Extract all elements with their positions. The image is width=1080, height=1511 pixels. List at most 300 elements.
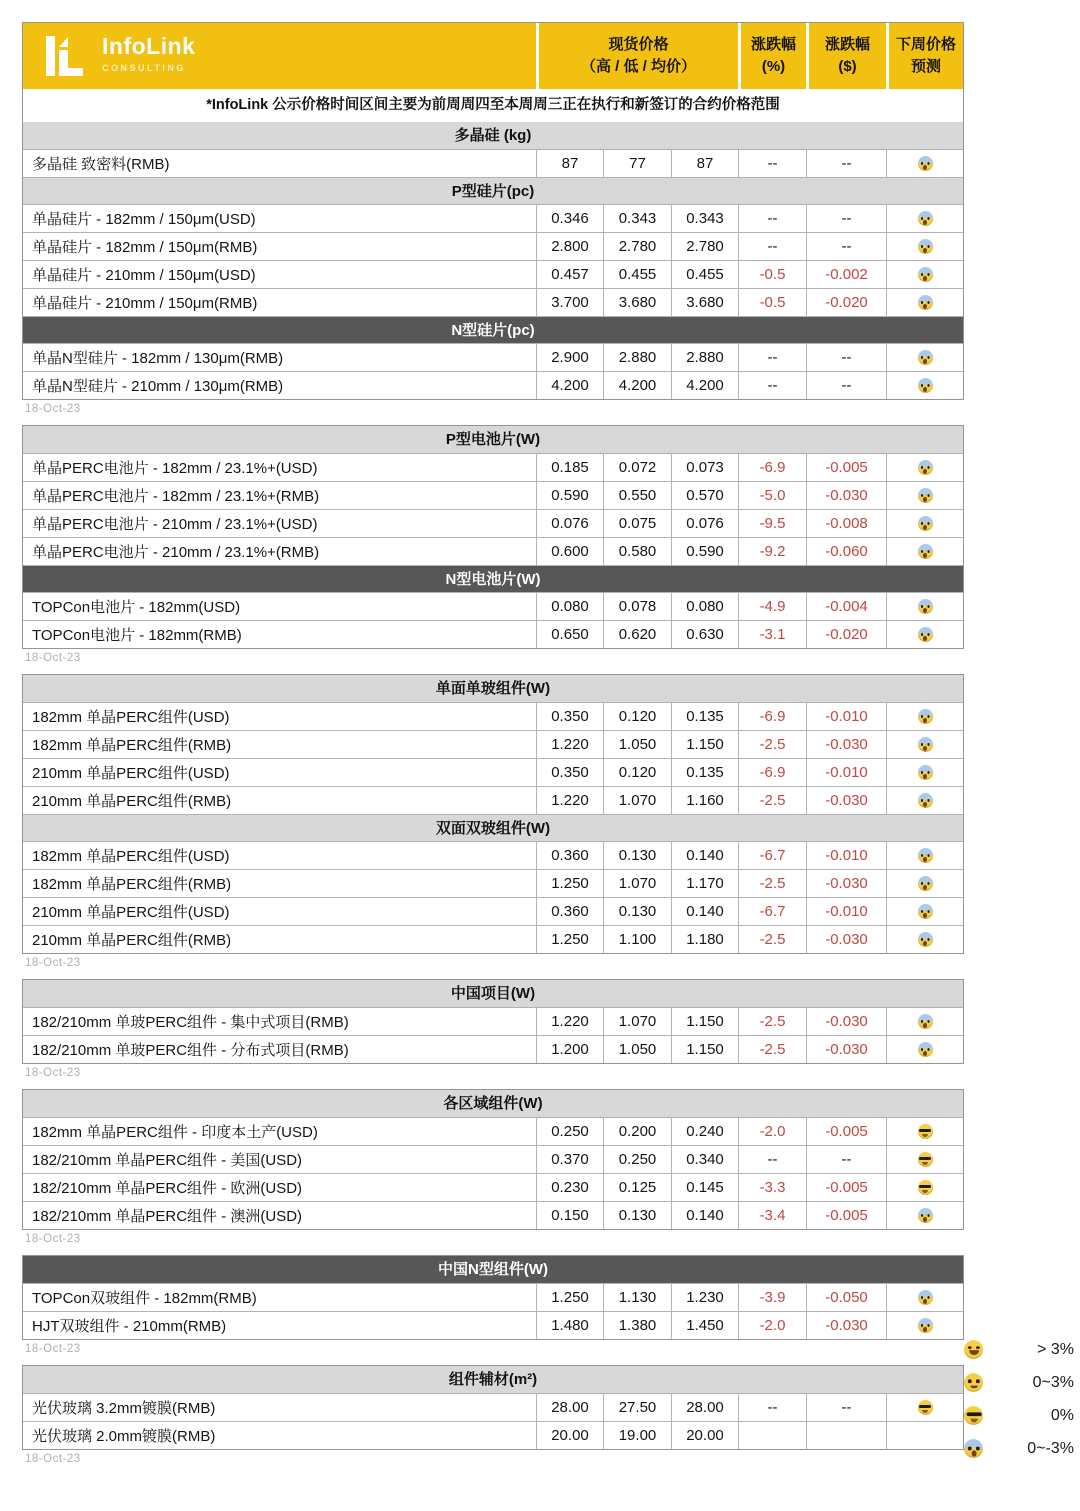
high-price-cell: 0.600: [536, 537, 603, 565]
data-row: [23, 149, 963, 177]
forecast-cell: [886, 204, 963, 232]
forecast-cell: [886, 592, 963, 620]
screaming-face-icon: [918, 737, 933, 752]
high-price-cell: 0.457: [536, 260, 603, 288]
high-price-cell: 0.350: [536, 758, 603, 786]
data-row: [23, 1117, 963, 1145]
white-overlay-patch: [764, 1468, 989, 1511]
forecast-cell: [886, 841, 963, 869]
screaming-face-icon: [918, 1318, 933, 1333]
cool-face-icon: [918, 1180, 933, 1195]
product-label-cell: 单晶PERC电池片 - 182mm / 23.1%+(RMB): [23, 481, 536, 509]
usd-change-cell: -0.030: [806, 869, 886, 897]
screaming-face-icon: [918, 516, 933, 531]
high-price-cell: 0.076: [536, 509, 603, 537]
data-row: [23, 1201, 963, 1229]
avg-price-cell: 0.073: [671, 453, 738, 481]
high-price-cell: 1.250: [536, 1283, 603, 1311]
screaming-face-icon: [918, 876, 933, 891]
pct-change-cell: -2.5: [738, 1035, 806, 1063]
forecast-cell: [886, 1311, 963, 1339]
price-block: [22, 425, 964, 649]
avg-price-cell: 3.680: [671, 288, 738, 316]
screaming-face-icon: [918, 848, 933, 863]
low-price-cell: 19.00: [603, 1421, 671, 1449]
usd-change-cell: -0.002: [806, 260, 886, 288]
usd-change-cell: -0.010: [806, 758, 886, 786]
pct-change-cell: -3.4: [738, 1201, 806, 1229]
low-price-cell: 0.130: [603, 897, 671, 925]
section-header: 中国N型组件(W): [23, 1256, 963, 1283]
date-label: 18-Oct-23: [25, 652, 81, 664]
high-price-cell: 0.360: [536, 841, 603, 869]
product-label-cell: TOPCon电池片 - 182mm(RMB): [23, 620, 536, 648]
high-price-cell: 0.150: [536, 1201, 603, 1229]
high-price-cell: 0.350: [536, 702, 603, 730]
brand-subtitle: CONSULTING: [102, 63, 186, 74]
low-price-cell: 1.070: [603, 786, 671, 814]
column-header-spot-price: [536, 23, 738, 89]
avg-price-cell: 0.455: [671, 260, 738, 288]
high-price-cell: 0.080: [536, 592, 603, 620]
low-price-cell: 4.200: [603, 371, 671, 399]
forecast-cell: [886, 1173, 963, 1201]
screaming-face-icon: [918, 488, 933, 503]
usd-change-cell: -0.004: [806, 592, 886, 620]
avg-price-cell: 1.180: [671, 925, 738, 953]
screaming-face-icon: [918, 211, 933, 226]
pct-change-cell: -3.1: [738, 620, 806, 648]
pct-change-cell: --: [738, 149, 806, 177]
low-price-cell: 1.100: [603, 925, 671, 953]
pct-change-cell: -3.9: [738, 1283, 806, 1311]
high-price-cell: 4.200: [536, 371, 603, 399]
avg-price-cell: 2.780: [671, 232, 738, 260]
legend-label: 0~-3%: [1027, 1439, 1074, 1457]
price-block: [22, 122, 964, 400]
pct-change-cell: -9.2: [738, 537, 806, 565]
product-label-cell: 182mm 单晶PERC组件(USD): [23, 702, 536, 730]
forecast-cell: [886, 1421, 963, 1449]
legend-label: 0%: [1050, 1406, 1074, 1424]
usd-change-cell: --: [806, 1393, 886, 1421]
product-label-cell: 182mm 单晶PERC组件(RMB): [23, 869, 536, 897]
forecast-cell: [886, 786, 963, 814]
data-row: [23, 509, 963, 537]
data-row: [23, 232, 963, 260]
section-header: 各区域组件(W): [23, 1090, 963, 1117]
data-row: [23, 730, 963, 758]
forecast-cell: [886, 1283, 963, 1311]
price-period-note: *InfoLink 公示价格时间区间主要为前周周四至本周周三正在执行和新签订的合约价格范围: [23, 89, 963, 122]
low-price-cell: 0.130: [603, 841, 671, 869]
high-price-cell: 1.220: [536, 786, 603, 814]
low-price-cell: 27.50: [603, 1393, 671, 1421]
data-row: [23, 537, 963, 565]
pct-change-cell: -6.9: [738, 453, 806, 481]
low-price-cell: 0.075: [603, 509, 671, 537]
low-price-cell: 0.250: [603, 1145, 671, 1173]
pct-change-cell: -2.0: [738, 1311, 806, 1339]
legend-item: [963, 1432, 1077, 1465]
forecast-cell: [886, 925, 963, 953]
section-header: 中国项目(W): [23, 980, 963, 1007]
data-row: [23, 1035, 963, 1063]
data-row: [23, 288, 963, 316]
product-label-cell: 光伏玻璃 2.0mm镀膜(RMB): [23, 1421, 536, 1449]
product-label-cell: 210mm 单晶PERC组件(RMB): [23, 786, 536, 814]
low-price-cell: 2.880: [603, 343, 671, 371]
usd-change-cell: -0.030: [806, 481, 886, 509]
high-price-cell: 0.360: [536, 897, 603, 925]
data-row: [23, 620, 963, 648]
usd-change-cell: -0.030: [806, 1007, 886, 1035]
column-header-change-usd: [806, 23, 886, 89]
screaming-face-icon: [918, 295, 933, 310]
brand-name: InfoLink: [102, 33, 196, 59]
legend-item: [963, 1399, 1077, 1432]
forecast-cell: [886, 481, 963, 509]
avg-price-cell: 0.140: [671, 841, 738, 869]
high-price-cell: 3.700: [536, 288, 603, 316]
legend-label: > 3%: [1037, 1340, 1074, 1358]
avg-price-cell: 1.150: [671, 1035, 738, 1063]
product-label-cell: 单晶PERC电池片 - 210mm / 23.1%+(USD): [23, 509, 536, 537]
screaming-face-icon: [918, 709, 933, 724]
data-row: [23, 1421, 963, 1449]
data-row: [23, 453, 963, 481]
data-row: [23, 592, 963, 620]
screaming-face-icon: [918, 1290, 933, 1305]
screaming-face-icon: [964, 1439, 983, 1458]
section-header: N型硅片(pc): [23, 316, 963, 343]
data-row: [23, 925, 963, 953]
legend-item: [963, 1333, 1077, 1366]
cool-face-icon: [918, 1400, 933, 1415]
usd-change-cell: -0.010: [806, 897, 886, 925]
avg-price-cell: 0.240: [671, 1117, 738, 1145]
product-label-cell: 单晶硅片 - 210mm / 150μm(USD): [23, 260, 536, 288]
data-row: [23, 841, 963, 869]
usd-change-cell: --: [806, 204, 886, 232]
data-row: [23, 343, 963, 371]
high-price-cell: 1.250: [536, 925, 603, 953]
data-row: [23, 1283, 963, 1311]
usd-change-cell: -0.030: [806, 786, 886, 814]
price-blocks-container: [22, 122, 964, 1467]
product-label-cell: TOPCon电池片 - 182mm(USD): [23, 592, 536, 620]
pct-change-cell: -2.5: [738, 730, 806, 758]
screaming-face-icon: [918, 1208, 933, 1223]
cool-face-icon: [918, 1124, 933, 1139]
pct-change-cell: --: [738, 1145, 806, 1173]
avg-price-cell: 1.150: [671, 730, 738, 758]
forecast-legend: [963, 1333, 1077, 1465]
high-price-cell: 0.590: [536, 481, 603, 509]
avg-price-cell: 0.135: [671, 758, 738, 786]
avg-price-cell: 0.140: [671, 897, 738, 925]
forecast-cell: [886, 149, 963, 177]
data-row: [23, 1393, 963, 1421]
cool-face-icon: [964, 1406, 983, 1425]
product-label-cell: 210mm 单晶PERC组件(RMB): [23, 925, 536, 953]
product-label-cell: 182mm 单晶PERC组件 - 印度本土产(USD): [23, 1117, 536, 1145]
usd-change-cell: -0.060: [806, 537, 886, 565]
data-row: [23, 786, 963, 814]
forecast-cell: [886, 453, 963, 481]
section-header: 多晶硅 (kg): [23, 122, 963, 149]
usd-change-cell: -0.030: [806, 730, 886, 758]
low-price-cell: 1.050: [603, 730, 671, 758]
usd-change-cell: -0.030: [806, 1035, 886, 1063]
product-label-cell: 单晶PERC电池片 - 182mm / 23.1%+(USD): [23, 453, 536, 481]
forecast-subtitle: 预测: [910, 58, 941, 75]
high-price-cell: 1.220: [536, 730, 603, 758]
date-label: 18-Oct-23: [25, 1233, 81, 1245]
pct-change-cell: -5.0: [738, 481, 806, 509]
usd-change-cell: --: [806, 371, 886, 399]
high-price-cell: 28.00: [536, 1393, 603, 1421]
usd-change-cell: --: [806, 149, 886, 177]
forecast-cell: [886, 897, 963, 925]
low-price-cell: 2.780: [603, 232, 671, 260]
avg-price-cell: 87: [671, 149, 738, 177]
pct-change-cell: --: [738, 1393, 806, 1421]
usd-change-cell: -0.030: [806, 1311, 886, 1339]
section-header: P型硅片(pc): [23, 177, 963, 204]
avg-price-cell: 28.00: [671, 1393, 738, 1421]
pct-change-cell: -6.7: [738, 841, 806, 869]
spot-price-title: 现货价格: [608, 36, 669, 54]
date-label: 18-Oct-23: [25, 1343, 81, 1355]
section-header: 双面双玻组件(W): [23, 814, 963, 841]
data-row: [23, 897, 963, 925]
product-label-cell: 单晶N型硅片 - 210mm / 130μm(RMB): [23, 371, 536, 399]
pct-change-cell: -3.3: [738, 1173, 806, 1201]
screaming-face-icon: [918, 378, 933, 393]
low-price-cell: 3.680: [603, 288, 671, 316]
data-row: [23, 481, 963, 509]
pct-change-cell: -0.5: [738, 288, 806, 316]
usd-change-cell: [806, 1421, 886, 1449]
usd-change-cell: -0.010: [806, 841, 886, 869]
low-price-cell: 0.130: [603, 1201, 671, 1229]
pct-change-cell: -0.5: [738, 260, 806, 288]
avg-price-cell: 0.145: [671, 1173, 738, 1201]
high-price-cell: 2.900: [536, 343, 603, 371]
pct-change-cell: -2.5: [738, 925, 806, 953]
price-block: [22, 674, 964, 954]
logo-cell: [23, 23, 536, 89]
screaming-face-icon: [918, 267, 933, 282]
pct-change-cell: -9.5: [738, 509, 806, 537]
product-label-cell: 210mm 单晶PERC组件(USD): [23, 897, 536, 925]
high-price-cell: 1.220: [536, 1007, 603, 1035]
data-row: [23, 1311, 963, 1339]
high-price-cell: 87: [536, 149, 603, 177]
low-price-cell: 1.070: [603, 1007, 671, 1035]
pct-change-cell: -6.9: [738, 758, 806, 786]
usd-change-cell: --: [806, 343, 886, 371]
product-label-cell: 182/210mm 单晶PERC组件 - 欧洲(USD): [23, 1173, 536, 1201]
section-header: N型电池片(W): [23, 565, 963, 592]
data-row: [23, 1145, 963, 1173]
logo-texts: [102, 34, 195, 75]
low-price-cell: 0.078: [603, 592, 671, 620]
product-label-cell: HJT双玻组件 - 210mm(RMB): [23, 1311, 536, 1339]
product-label-cell: 182/210mm 单玻PERC组件 - 分布式项目(RMB): [23, 1035, 536, 1063]
grin-face-icon: [964, 1340, 983, 1359]
data-row: [23, 758, 963, 786]
cool-face-icon: [918, 1152, 933, 1167]
price-block: [22, 1365, 964, 1450]
avg-price-cell: 0.080: [671, 592, 738, 620]
usd-change-cell: -0.005: [806, 1117, 886, 1145]
price-block: [22, 1089, 964, 1230]
screaming-face-icon: [918, 932, 933, 947]
change-pct-subtitle: (%): [761, 58, 786, 75]
screaming-face-icon: [918, 599, 933, 614]
date-label: 18-Oct-23: [25, 403, 81, 415]
low-price-cell: 0.072: [603, 453, 671, 481]
usd-change-cell: -0.030: [806, 925, 886, 953]
change-usd-title: 涨跌幅: [824, 36, 870, 54]
date-label: 18-Oct-23: [25, 957, 81, 969]
low-price-cell: 0.580: [603, 537, 671, 565]
high-price-cell: 1.250: [536, 869, 603, 897]
section-header: 单面单玻组件(W): [23, 675, 963, 702]
pct-change-cell: --: [738, 204, 806, 232]
low-price-cell: 77: [603, 149, 671, 177]
product-label-cell: 182mm 单晶PERC组件(USD): [23, 841, 536, 869]
screaming-face-icon: [918, 793, 933, 808]
low-price-cell: 1.380: [603, 1311, 671, 1339]
low-price-cell: 1.130: [603, 1283, 671, 1311]
price-block: [22, 1255, 964, 1340]
screaming-face-icon: [918, 156, 933, 171]
low-price-cell: 0.620: [603, 620, 671, 648]
product-label-cell: 182/210mm 单晶PERC组件 - 美国(USD): [23, 1145, 536, 1173]
high-price-cell: 2.800: [536, 232, 603, 260]
product-label-cell: 单晶PERC电池片 - 210mm / 23.1%+(RMB): [23, 537, 536, 565]
forecast-title: 下周价格: [895, 36, 956, 54]
forecast-cell: [886, 288, 963, 316]
product-label-cell: 182/210mm 单玻PERC组件 - 集中式项目(RMB): [23, 1007, 536, 1035]
high-price-cell: 0.650: [536, 620, 603, 648]
column-header-forecast: [886, 23, 963, 89]
usd-change-cell: -0.010: [806, 702, 886, 730]
usd-change-cell: -0.005: [806, 1201, 886, 1229]
table-header: [22, 22, 964, 122]
high-price-cell: 0.185: [536, 453, 603, 481]
forecast-cell: [886, 232, 963, 260]
usd-change-cell: -0.005: [806, 453, 886, 481]
forecast-cell: [886, 702, 963, 730]
legend-item: [963, 1366, 1077, 1399]
forecast-cell: [886, 1007, 963, 1035]
change-usd-subtitle: ($): [838, 58, 857, 75]
change-pct-title: 涨跌幅: [750, 36, 796, 54]
column-header-change-pct: [738, 23, 806, 89]
pct-change-cell: -6.9: [738, 702, 806, 730]
product-label-cell: 单晶N型硅片 - 182mm / 130μm(RMB): [23, 343, 536, 371]
section-header: 组件辅材(m²): [23, 1366, 963, 1393]
avg-price-cell: 0.140: [671, 1201, 738, 1229]
pct-change-cell: --: [738, 371, 806, 399]
pct-change-cell: --: [738, 343, 806, 371]
low-price-cell: 0.550: [603, 481, 671, 509]
usd-change-cell: --: [806, 1145, 886, 1173]
high-price-cell: 1.200: [536, 1035, 603, 1063]
high-price-cell: 0.250: [536, 1117, 603, 1145]
screaming-face-icon: [918, 627, 933, 642]
forecast-cell: [886, 1035, 963, 1063]
avg-price-cell: 1.170: [671, 869, 738, 897]
avg-price-cell: 0.590: [671, 537, 738, 565]
avg-price-cell: 0.076: [671, 509, 738, 537]
pct-change-cell: -2.5: [738, 786, 806, 814]
forecast-cell: [886, 1117, 963, 1145]
product-label-cell: 光伏玻璃 3.2mm镀膜(RMB): [23, 1393, 536, 1421]
infolink-logo-icon: [45, 35, 89, 77]
screaming-face-icon: [918, 765, 933, 780]
high-price-cell: 0.230: [536, 1173, 603, 1201]
avg-price-cell: 0.340: [671, 1145, 738, 1173]
low-price-cell: 1.070: [603, 869, 671, 897]
forecast-cell: [886, 758, 963, 786]
low-price-cell: 0.200: [603, 1117, 671, 1145]
low-price-cell: 0.125: [603, 1173, 671, 1201]
data-row: [23, 1007, 963, 1035]
forecast-cell: [886, 260, 963, 288]
avg-price-cell: 0.343: [671, 204, 738, 232]
date-label: 18-Oct-23: [25, 1067, 81, 1079]
forecast-cell: [886, 1145, 963, 1173]
screaming-face-icon: [918, 544, 933, 559]
data-row: [23, 702, 963, 730]
pct-change-cell: -2.5: [738, 869, 806, 897]
forecast-cell: [886, 1393, 963, 1421]
avg-price-cell: 0.630: [671, 620, 738, 648]
screaming-face-icon: [918, 239, 933, 254]
forecast-cell: [886, 371, 963, 399]
section-header: P型电池片(W): [23, 426, 963, 453]
pct-change-cell: -2.5: [738, 1007, 806, 1035]
product-label-cell: 单晶硅片 - 210mm / 150μm(RMB): [23, 288, 536, 316]
date-label: 18-Oct-23: [25, 1453, 81, 1465]
forecast-cell: [886, 343, 963, 371]
high-price-cell: 0.370: [536, 1145, 603, 1173]
forecast-cell: [886, 869, 963, 897]
data-row: [23, 1173, 963, 1201]
high-price-cell: 1.480: [536, 1311, 603, 1339]
usd-change-cell: -0.020: [806, 620, 886, 648]
low-price-cell: 1.050: [603, 1035, 671, 1063]
avg-price-cell: 2.880: [671, 343, 738, 371]
pct-change-cell: [738, 1421, 806, 1449]
smile-face-icon: [964, 1373, 983, 1392]
usd-change-cell: --: [806, 232, 886, 260]
pct-change-cell: -6.7: [738, 897, 806, 925]
avg-price-cell: 0.135: [671, 702, 738, 730]
pct-change-cell: -4.9: [738, 592, 806, 620]
avg-price-cell: 20.00: [671, 1421, 738, 1449]
forecast-cell: [886, 509, 963, 537]
data-row: [23, 371, 963, 399]
forecast-cell: [886, 620, 963, 648]
product-label-cell: 182mm 单晶PERC组件(RMB): [23, 730, 536, 758]
product-label-cell: 210mm 单晶PERC组件(USD): [23, 758, 536, 786]
